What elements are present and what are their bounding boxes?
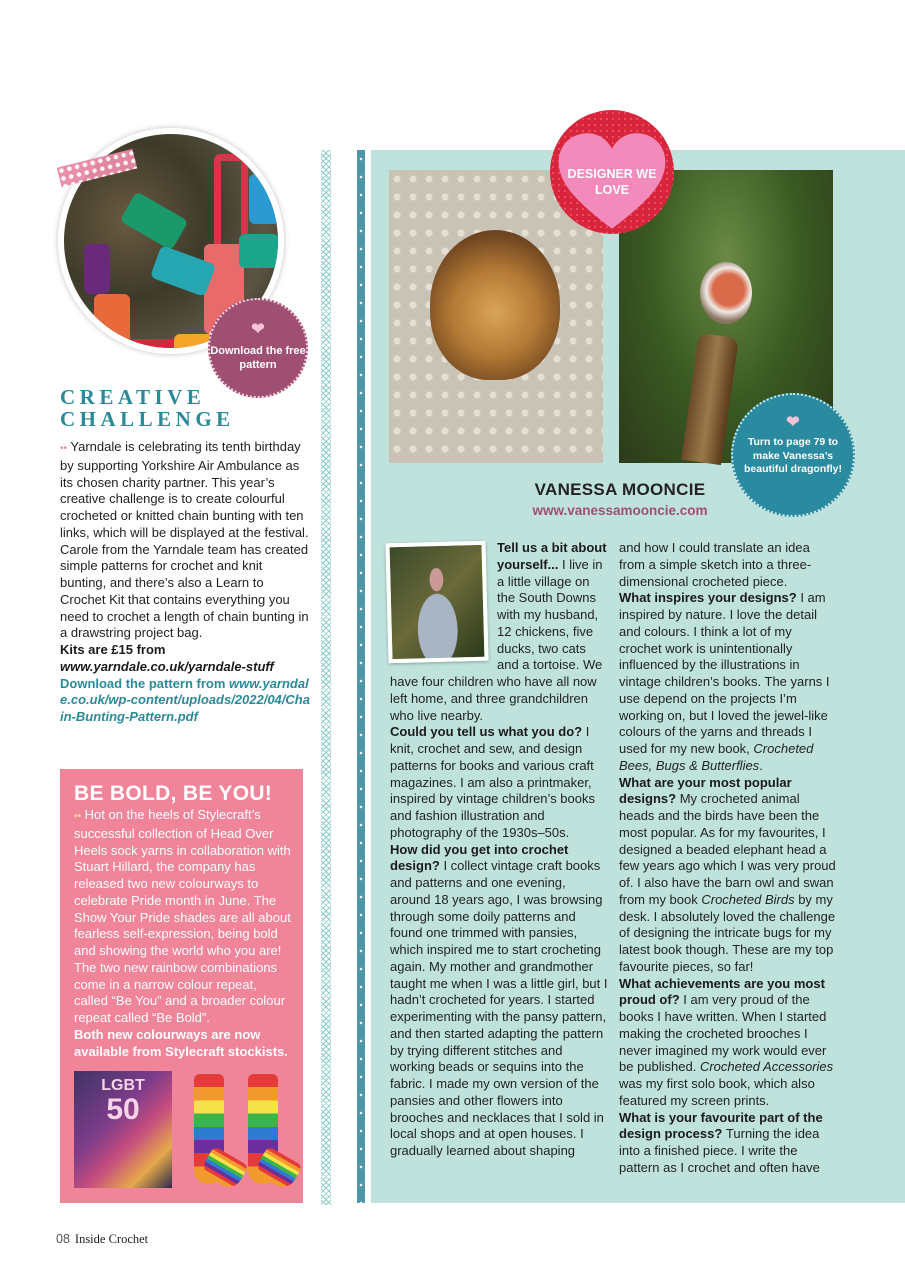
interview-paragraph [619, 976, 837, 1110]
arrow-bullet-icon: •• [60, 443, 68, 454]
interview-answer: I am inspired by nature. I love the detail and colours. I think a lot of my crochet work is unintentionally influenced by the illustrations in vintage children’s books. The yarns I use depend on the projects I’m working on, but I loved the jewel-like colours of the yarns and threads I used for my new book, [619, 590, 830, 756]
robin-bird [700, 262, 752, 324]
interview-answer: I collect vintage craft books and patterns and one evening, around 18 years ago, I was browsing through some doily patterns and found one trimmed with pansies, which inspired me to start crocheting again. My mother and grandmother taught me when I was a little girl, but I hadn’t crocheted for years. I started experimenting with the pansy pattern, and then started adapting the pattern by trying different stitches and working beads or sequins into the fabric. I made my own version of the pansies and other flowers into brooches and necklaces that I sold in local shops and at open houses. I gradually learned about shaping [390, 858, 608, 1158]
be-bold-closing: Both new colourways are now available from Stylecraft stockists. [74, 1026, 288, 1059]
interview-question: What are your most popular designs? [619, 774, 792, 807]
interview-answer: by my desk. I absolutely loved the challenge of designing the intricate bugs for my latest book though. These are my top favourite pieces, so far! [619, 891, 836, 974]
turn-to-page-label: Turn to page 79 to make Vanessa’s beautiful dragonfly! [744, 436, 842, 476]
rainbow-socks-photo [188, 1074, 298, 1189]
interview-answer: I live in a little village on the South Downs with my husband, 12 chickens, five ducks, two cats and a tortoise. We have four children who have all now left home, and three grandchildren who live nearby. [390, 556, 603, 723]
interview-paragraph [619, 775, 837, 976]
be-bold-title: BE BOLD, BE YOU! [74, 782, 273, 805]
creative-challenge-title [60, 386, 235, 430]
download-pattern-link[interactable]: www.yarndale.co.uk/wp-content/uploads/2022/04/Chain-Bunting-Pattern.pdf [60, 675, 310, 724]
magazine-name: Inside Crochet [74, 1232, 149, 1246]
creative-body-text: Yarndale is celebrating its tenth birthday by supporting Yorkshire Air Ambulance as its chosen charity partner. This year’s creative challenge is to create colourful crocheted or knitted chain bunting with ten links, which will be displayed at the festival. Carole from the Yarndale team has created simple patterns for crochet and knit bunting, and there’s also a Learn to Crochet Kit that contains everything you need to crochet a length of chain bunting in a drawstring project bag. [60, 439, 309, 641]
arrow-bullet-icon: •• [74, 811, 82, 822]
page-footer [56, 1232, 148, 1247]
heart-icon: ❤ [251, 321, 265, 338]
heart-icon: ❤ [786, 414, 800, 431]
book-title: Crocheted Birds [701, 891, 795, 907]
creative-challenge-body [60, 439, 310, 726]
interview-answer: was my first solo book, which also featured my screen prints. [619, 1076, 815, 1108]
title-line-1: CREATIVE [60, 385, 206, 409]
designer-portrait [385, 541, 488, 664]
interview-paragraph [390, 724, 608, 841]
interview-paragraph [619, 540, 837, 590]
title-line-2: CHALLENGE [60, 407, 235, 431]
interview-question: How did you get into crochet design? [390, 841, 569, 874]
designer-website-link[interactable]: www.vanessamooncie.com [532, 503, 708, 518]
interview-paragraph [619, 590, 837, 774]
interview-answer: and how I could translate an idea from a simple sketch into a three-dimensional crocheted piece. [619, 540, 812, 589]
kits-label: Kits are £15 from [60, 642, 166, 657]
interview-question: What inspires your designs? [619, 590, 801, 606]
interview-question: Tell us a bit about yourself... [497, 540, 607, 572]
book-title: Crocheted Bees, Bugs & Butterflies [619, 741, 814, 773]
interview-column-2 [619, 540, 837, 1177]
photo-sign-number: 50 [106, 1093, 140, 1126]
interview-answer: Turning the idea into a finished piece. I write the pattern as I crochet and often have [619, 1126, 820, 1175]
download-label: Download the pattern from [60, 675, 229, 691]
be-bold-body: Hot on the heels of Stylecraft’s successful collection of Head Over Heels sock yarns in collaboration with Stuart Hillard, the company has released two new colourways to celebrate Pride month in June. The Show Your Pride shades are all about fearless self-expression, being bold and showing the world who you are! The two new rainbow combinations come in a narrow colour repeat, called “Be You” and a broader colour repeat called “Be Bold”. [74, 807, 291, 1025]
designer-we-love-label: DESIGNER WE LOVE [567, 167, 657, 197]
interview-question: What achievements are you most proud of? [619, 975, 825, 1008]
interview-answer: My crocheted animal heads and the birds have been the most popular. As for my favourites, I designed a beaded elephant head a few years ago which I was very proud of. I also have the barn owl and swan from my book [619, 791, 836, 907]
photo-sign-text: LGBT [101, 1077, 145, 1094]
download-pattern-badge[interactable] [208, 298, 308, 398]
interview-column-1 [390, 540, 608, 1160]
interview-paragraph [390, 842, 608, 1160]
lion-head [430, 230, 560, 380]
kits-link[interactable]: www.yarndale.co.uk/yarndale-stuff [60, 658, 274, 674]
designer-name: VANESSA MOONCIE [534, 480, 706, 499]
interview-paragraph [619, 1110, 837, 1177]
interview-answer: I knit, crochet and sew, and design patterns for books and various craft magazines. I am also a printmaker, inspired by vintage children’s books and fashion illustration and photography of the 1930s–50s. [390, 724, 595, 840]
interview-answer: I am very proud of the books I have written. When I started making the crocheted brooches I never imagined my work would ever be published. [619, 992, 827, 1075]
book-title: Crocheted Accessories [699, 1059, 834, 1075]
zigzag-divider [321, 150, 331, 1205]
interview-question: Could you tell us what you do? [390, 724, 586, 740]
interview-question: What is your favourite part of the design process? [619, 1109, 823, 1142]
interview-answer: . [759, 757, 763, 773]
page-number: 08 [56, 1232, 70, 1246]
download-badge-label: Download the free pattern [210, 345, 306, 371]
pride-photo [74, 1071, 172, 1188]
vertical-accent-bar [357, 150, 365, 1203]
